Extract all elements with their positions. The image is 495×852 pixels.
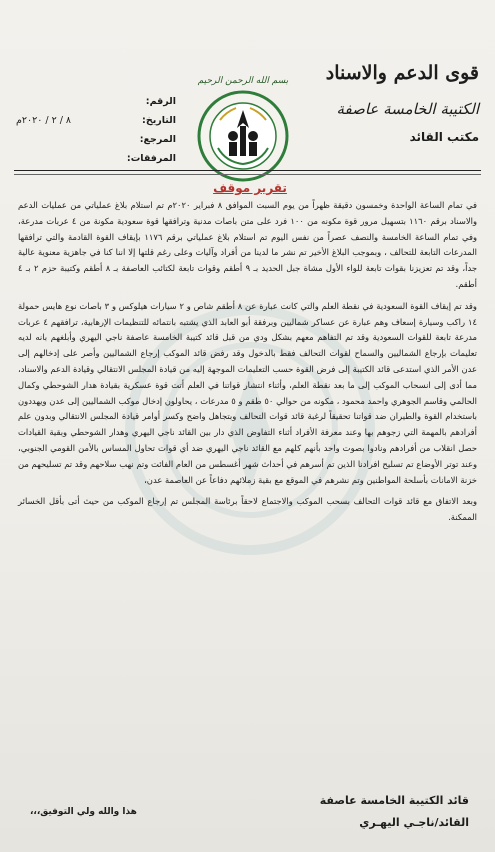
- referrer-label: المرجع:: [139, 134, 176, 145]
- body-paragraph-3: وبعد الاتفاق مع قائد قوات التحالف بسحب الموكب والاجتماع لاحقاً برئاسة المجلس تم إرجاع الموكب من حيث أتى بأقل الخسائر الممكنة.: [18, 496, 477, 523]
- header-divider: [14, 170, 481, 171]
- body-paragraph-1: في تمام الساعة الواحدة وخمسون دقيقة ظهراً من يوم السبت الموافق ٨ فبراير ٢٠٢٠م تم استلام بلاغ عملياتي من عمليات الدعم والاسناد برقم ١١٦٠ بتسهيل مرور قوة مكونه من ١٠٠ فرد على متن باصات مدنية وترافقها قوة سعودية مكونة من ٤ عربات مدرعة، وفي تمام الساعة الخامسة والنصف عصراً من نفس اليوم تم استلام بلاغ عملياتي برقم ١١٧٦ بإيقاف القوة القادمة والتي ترافقها المدرعات التابعة للتحالف ، وبموجب البلاغ الأخير تم نشر ما لدينا من أفراد وآليات وعلى رغم قلتها إلا اننا كنا في جاهزية معنوية عالية جداً، وقد تم تعزيزنا بقوات تابعة للواء الأول مشاة جبل الحديد بـ ٩ أطقم وقوات تابعة لكتائب العاصفة بـ ٨ أطقم وكتيبة حزم ٢ بـ ٤ أطقم.: [18, 200, 478, 289]
- date-value: ٨ / ٢ / ٢٠٢٠م: [16, 115, 72, 126]
- meta-referrer-row: [16, 130, 176, 149]
- signature-block: [320, 794, 469, 829]
- date-label: التاريخ:: [142, 115, 176, 126]
- unit-name: الكتيبة الخامسة عاصفة: [336, 100, 479, 118]
- org-name: قوى الدعم والاسناد: [325, 62, 479, 84]
- signature-name: القائد/ناجـي اليهـري: [359, 816, 469, 829]
- attachments-label: المرفقات:: [126, 153, 176, 164]
- org-header: [325, 62, 479, 144]
- ref-label: الرقم:: [145, 96, 176, 107]
- office-label: مكتب القائد: [409, 130, 479, 144]
- signature-unit: قائد الكتيبة الخامسة عاصفة: [319, 794, 469, 807]
- meta-date-row: [16, 111, 176, 130]
- emblem-icon: [196, 90, 290, 182]
- report-title: تقرير موقف: [213, 181, 287, 195]
- report-body: [18, 198, 477, 532]
- meta-block: [16, 92, 176, 168]
- basmala: بسم الله الرحمن الرحيم: [197, 76, 289, 86]
- meta-ref-row: [16, 92, 176, 111]
- closing-line: هذا والله ولي التوفيق،،،: [30, 807, 137, 817]
- header-divider-thin: [14, 174, 481, 175]
- meta-attachments-row: [16, 149, 176, 168]
- body-paragraph-2: وقد تم إيقاف القوة السعودية في نقطة العلم والتي كانت عبارة عن ٨ أطقم شاص و ٢ سيارات هيلوكس و ٣ باصات نوع هايس حمولة ١٤ راكب وسيارة إسعاف وهم عبارة عن عساكر شماليين وبرفقة أبو العابد الذي يشتبه بانتمائه للتنظيمات الإرهابية، ترافقهم ٤ عربات مدرعة تابعة للقوات السعودية وقد تم التفاهم معهم بشكل ودي من قبل قائد كتيبة الخامسة عاصفة ناجي اليهري وأبلغهم بانه لديه تعليمات بإرجاع الشماليين والسماح لقوات التحالف فقط بالدخول وقد رفض قائد الموكب إرجاع الشماليين وأصر على إدخالهم إلى عدن الأمر الذي استدعى قائد الكتيبة إلى فرض القوة حسب التعليمات الموجهة إليه من قيادة المجلس الانتقالي وقيادة الدعم والاسناد، مما أدى إلى انسحاب الموكب إلى ما بعد نقطة العلم، وأثناء انتشار قواتنا في العلم أتت قوة عسكرية بقيادة هدار الشوحطي وكمال الحالمي وقاسم الجوهري واحمد محمود ، مكونه من حوالي ٥٠ طقم و ٥ مدرعات ، يحاولون إدخال موكب الشماليين إلى عدن ويهددون باستخدام القوة والطيران ضد قواتنا تحقيقاً لرغبة قائد قوات التحالف وبتجاهل واضح وكسر أوامر قيادة المجلس الانتقالي وبدون علم أفرادهم بالمهمة التي زجوهم بها وعند معرفة الأفراد أثناء التفاوض الذي دار بين القائد ناجي اليهري وهدار الشوحطي وبقية القيادات حصل انقلاب من أفرادهم ونادوا بصوت واحد بأنهم كلهم مع القائد ناجي اليهري ضد أي قوات تحاول المساس بالأمن القومي الجنوبي، وعند توتر الأوضاع تم تسليح افرادنا الذين تم أسرهم في أحداث شهر أغسطس من العام الفائت وتم نهب سلاحهم وقد تم تسليحهم من خزنة الامانات بأسلحة المواطنين وتم نشرهم في الموقع مع بقية زملائهم دفاعاً عن العاصمة عدن،: [18, 300, 477, 485]
